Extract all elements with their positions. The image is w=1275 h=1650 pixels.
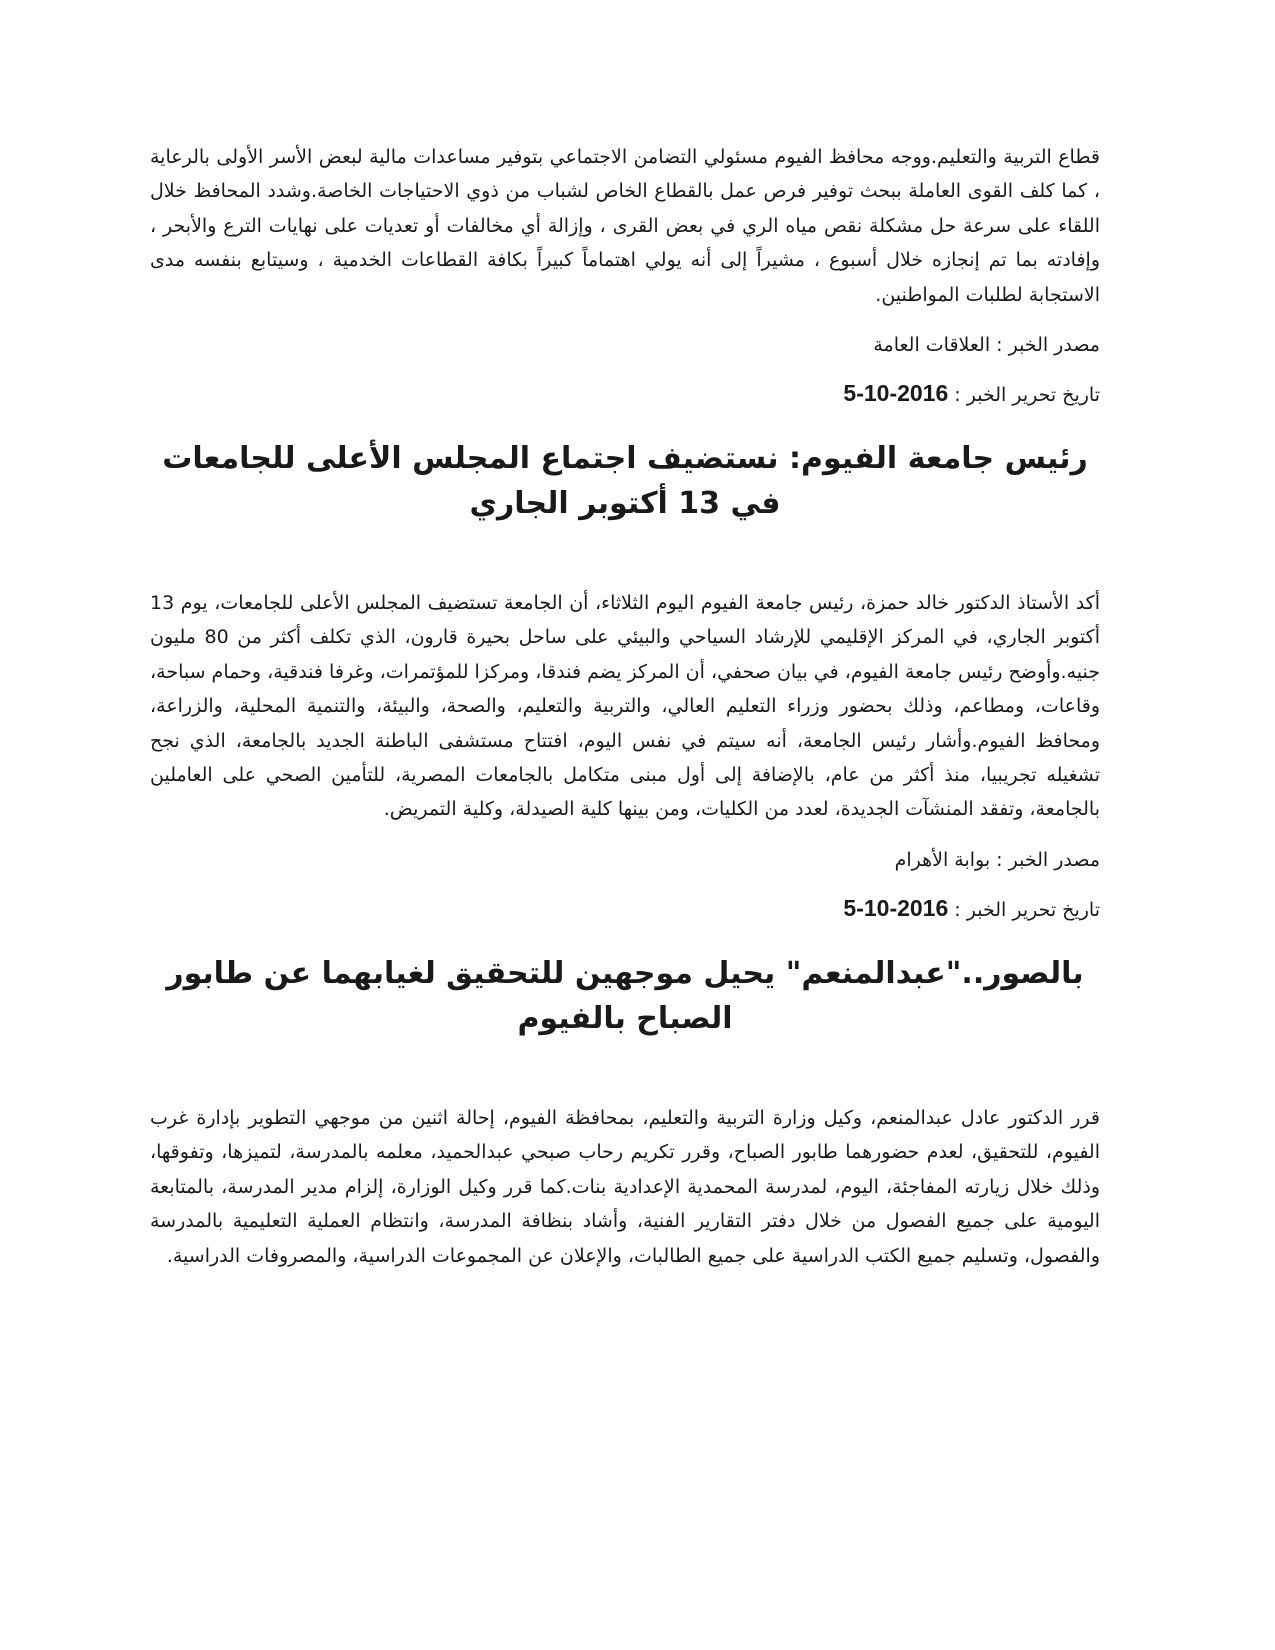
document-page: [150, 140, 1100, 1273]
news-date-value-2: 5-10-2016: [843, 894, 949, 921]
news-date-value-1: 5-10-2016: [843, 380, 949, 407]
news-date-label-2: تاريخ تحرير الخبر :: [948, 898, 1100, 921]
article-body-3: قرر الدكتور عادل عبدالمنعم، وكيل وزارة التربية والتعليم، بمحافظة الفيوم، إحالة اثنين من موجهي التطوير بإدارة غرب الفيوم، للتحقيق، لعدم حضورهما طابور الصباح، وقرر تكريم رحاب صبحي عبدالحميد، معلمه بالمدرسة، لتميزها، وتفوقها، وذلك خلال زيارته المفاجئة، اليوم، لمدرسة المحمدية الإعدادية بنات.كما قرر وكيل الوزارة، إلزام مدير المدرسة، بالمتابعة اليومية على جميع الفصول من خلال دفتر التقارير الفنية، وأشاد بنظافة المدرسة، وانتظام العملية التعليمية بالمدرسة والفصول، وتسليم جميع الكتب الدراسية على جميع الطالبات، والإعلان عن المجموعات الدراسية، والمصروفات الدراسية.: [150, 1106, 1100, 1267]
article-headline-2: رئيس جامعة الفيوم: نستضيف اجتماع المجلس الأعلى للجامعات في 13 أكتوبر الجاري: [162, 441, 1088, 522]
article-headline-3: بالصور.."عبدالمنعم" يحيل موجهين للتحقيق لغيابهما عن طابور الصباح بالفيوم: [166, 955, 1084, 1036]
news-date-label-1: تاريخ تحرير الخبر :: [948, 384, 1100, 407]
news-date-1: [150, 378, 1100, 410]
news-date-2: [150, 893, 1100, 925]
news-source-2: مصدر الخبر : بوابة الأهرام: [894, 848, 1100, 871]
news-source-1: مصدر الخبر : العلاقات العامة: [873, 334, 1100, 357]
article-continued-text: قطاع التربية والتعليم.ووجه محافظ الفيوم مسئولي التضامن الاجتماعي بتوفير مساعدات مالية لبعض الأسر الأولى بالرعاية ، كما كلف القوى العاملة ببحث توفير فرص عمل بالقطاع الخاص لشباب من ذوي الاحتياجات الخاصة.وشدد المحافظ خلال اللقاء على سرعة حل مشكلة نقص مياه الري في بعض القرى ، وإزالة أي مخالفات أو تعديات على نهايات الترع والأبحر ، وإفادته بما تم إنجازه خلال أسبوع ، مشيراً إلى أنه يولي اهتماماً كبيراً بكافة القطاعات الخدمية ، وسيتابع بنفسه مدى الاستجابة لطلبات المواطنين.: [150, 146, 1100, 306]
article-body-2: أكد الأستاذ الدكتور خالد حمزة، رئيس جامعة الفيوم اليوم الثلاثاء، أن الجامعة تستضيف المجلس الأعلى للجامعات، يوم 13 أكتوبر الجاري، في المركز الإقليمي للإرشاد السياحي والبيئي على ساحل بحيرة قارون، الذي تكلف أكثر من 80 مليون جنيه.وأوضح رئيس جامعة الفيوم، في بيان صحفي، أن المركز يضم فندقا، ومركزا للمؤتمرات، وغرفا فندقية، وحمام سباحة، وقاعات، ومطاعم، وذلك بحضور وزراء التعليم العالي، والتربية والتعليم، والصحة، والبيئة، والتنمية المحلية، والزراعة، ومحافظ الفيوم.وأشار رئيس الجامعة، أنه سيتم في نفس اليوم، افتتاح مستشفى الباطنة الجديد بالجامعة، الذي نجح تشغيله تجريبيا، منذ أكثر من عام، بالإضافة إلى أول مبنى متكامل بالجامعات المصرية، للتأمين الصحي على العاملين بالجامعة، وتفقد المنشآت الجديدة، لعدد من الكليات، ومن بينها كلية الصيدلة، وكلية التمريض.: [150, 592, 1100, 821]
